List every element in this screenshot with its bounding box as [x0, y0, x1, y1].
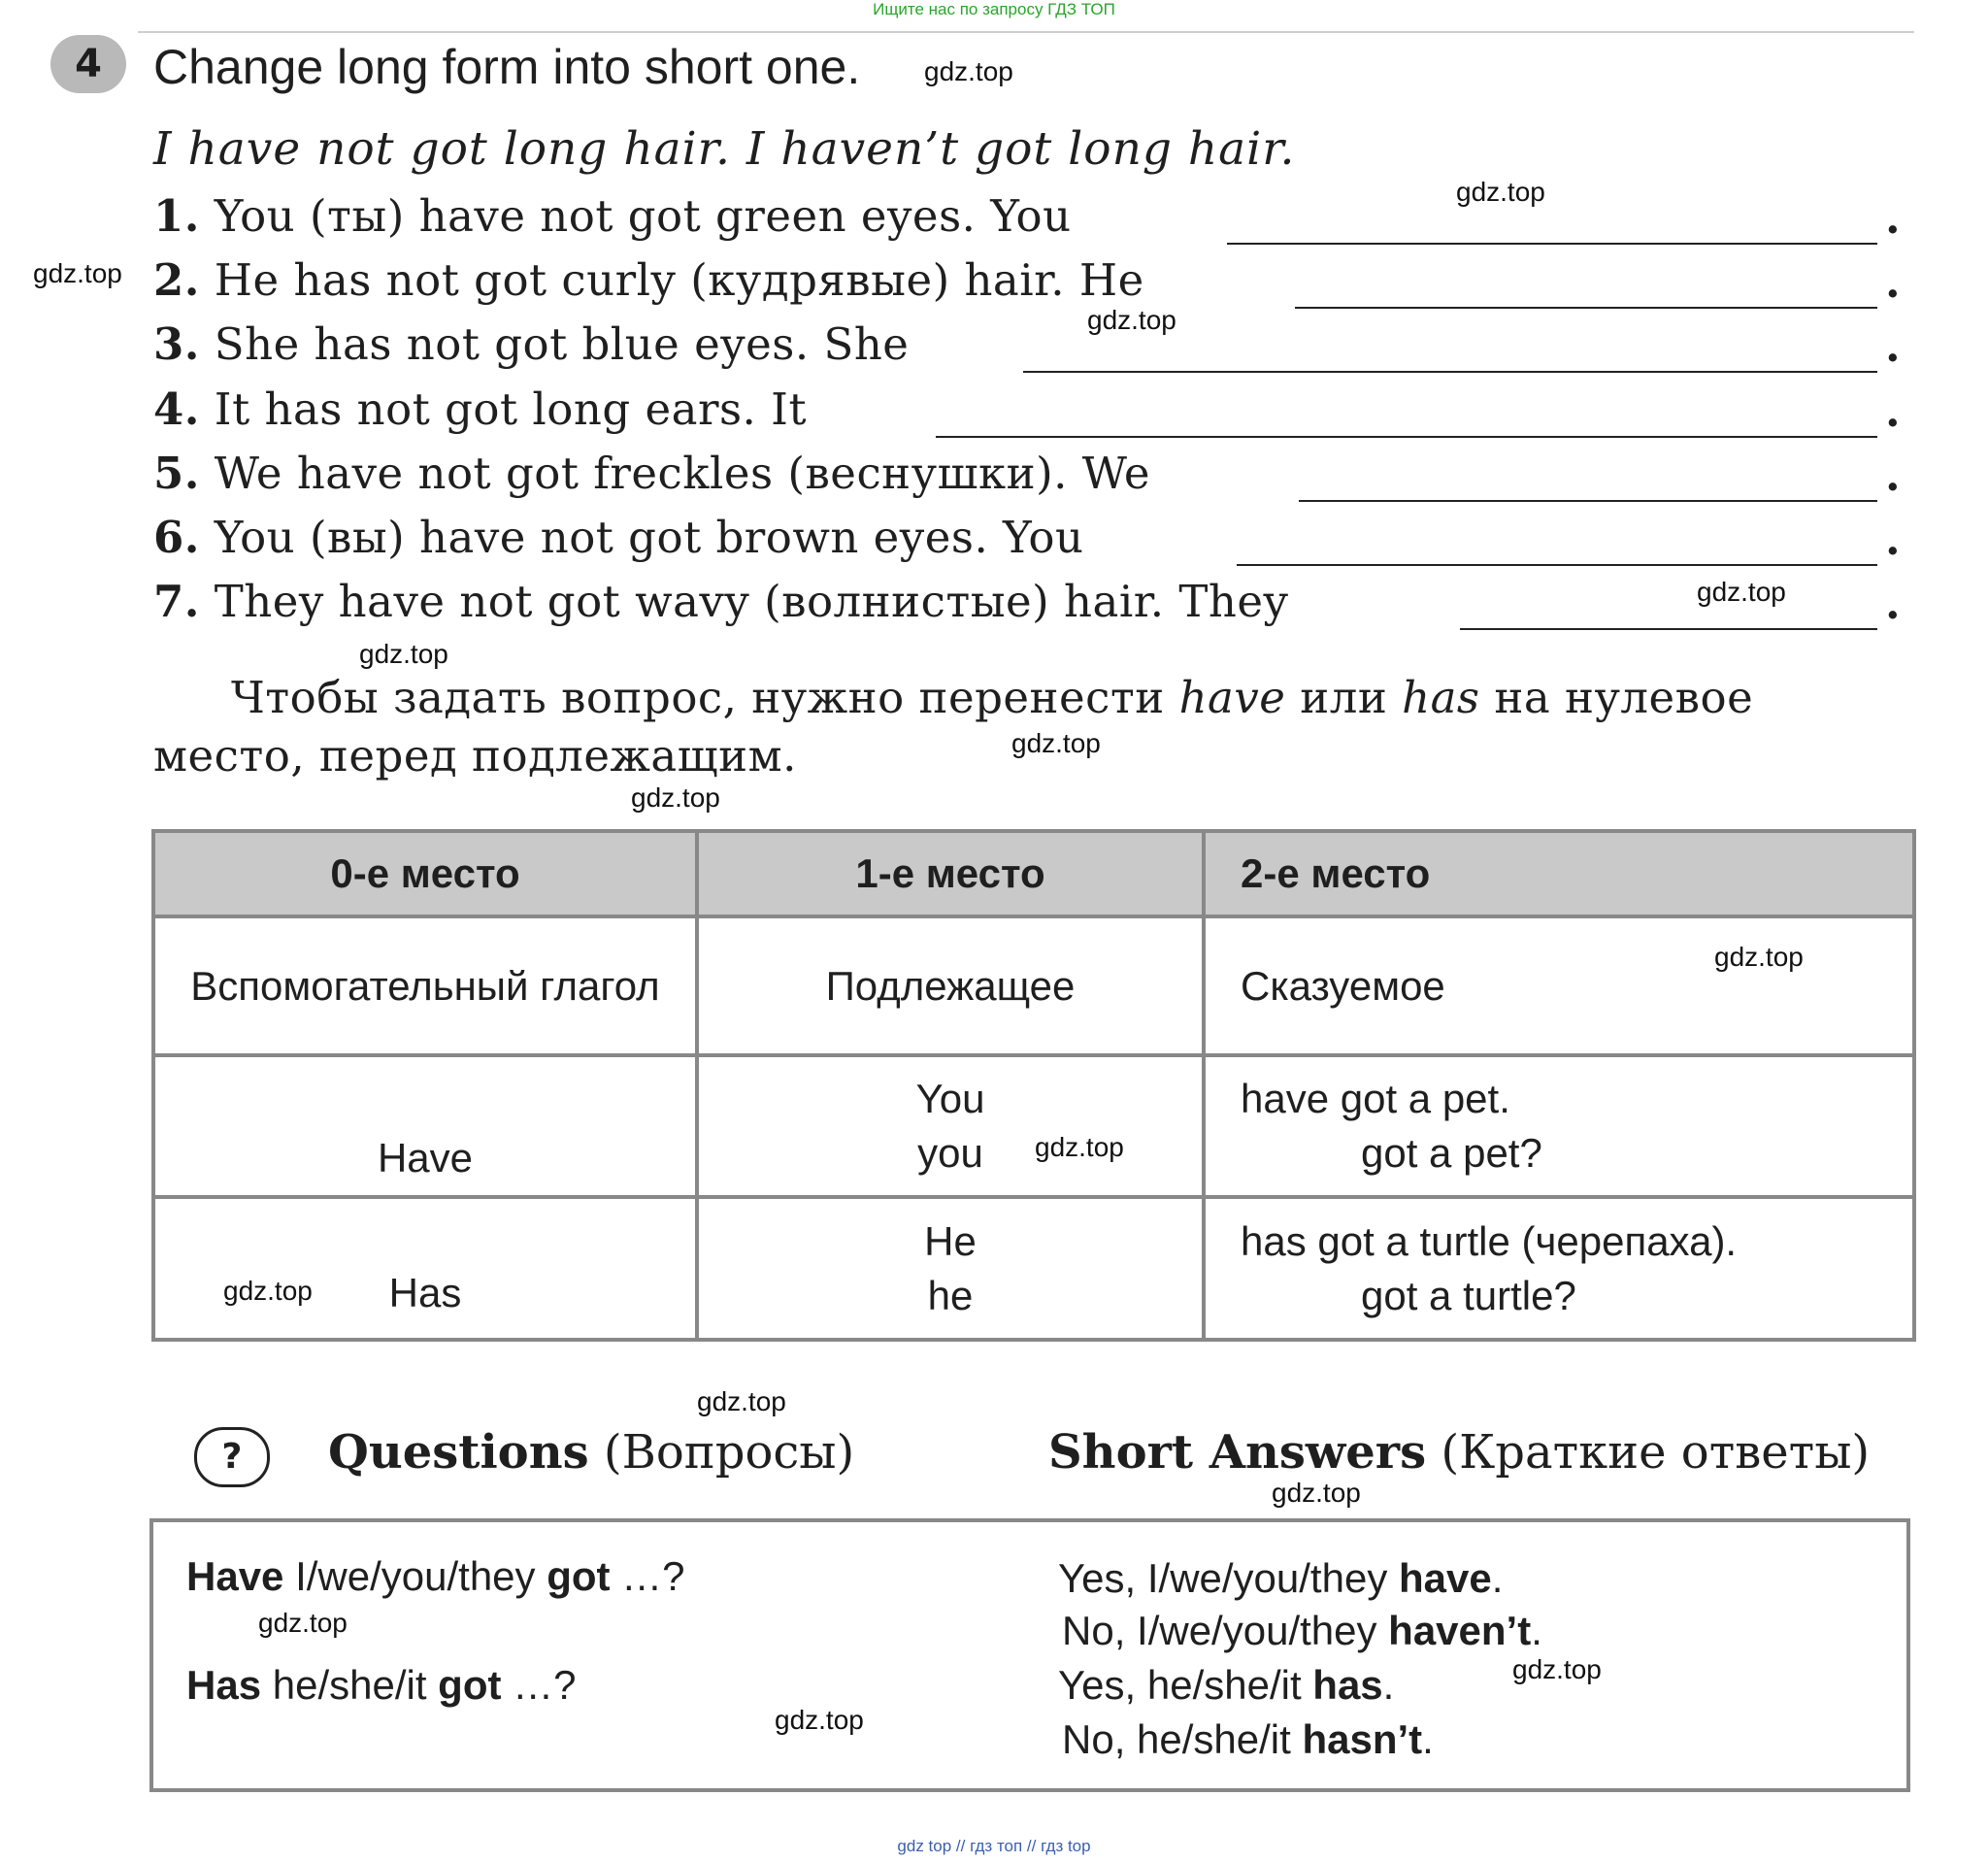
answers-heading-en: Short Answers — [1048, 1425, 1427, 1480]
row-text: She has not got blue eyes. She — [214, 318, 910, 370]
qa-text: I/we/you/they — [283, 1553, 547, 1599]
cell-predicates — [1204, 1197, 1914, 1340]
qa-text: No, he/she/it — [1062, 1716, 1303, 1762]
qa-text: …? — [501, 1662, 577, 1708]
row-period: . — [1885, 449, 1902, 501]
cell-predicates — [1204, 1055, 1914, 1198]
watermark: gdz.top — [1272, 1478, 1361, 1508]
row-period: . — [1885, 578, 1902, 629]
word-order-table — [151, 829, 1916, 1342]
watermark: gdz.top — [631, 782, 720, 813]
watermark: gdz.top — [1087, 305, 1176, 335]
answer-no-has — [1062, 1716, 1434, 1763]
qa-text: . — [1382, 1662, 1395, 1708]
qa-text: he/she/it — [261, 1662, 439, 1708]
watermark: gdz.top — [1011, 728, 1101, 758]
row-text: They have not got wavy (волнистые) hair. They — [214, 576, 1289, 627]
exercise-row-1 — [153, 190, 1901, 250]
answer-blank-6[interactable] — [1237, 564, 1877, 566]
cell-predicate: Сказуемое — [1204, 916, 1914, 1055]
row-period: . — [1885, 320, 1902, 372]
exercise-row-6 — [153, 512, 1901, 572]
exercise-row-7 — [153, 576, 1901, 636]
cell-has: Has — [153, 1197, 697, 1340]
qa-bold: haven’t — [1388, 1608, 1532, 1653]
watermark: gdz.top — [359, 639, 448, 669]
qa-text: No, I/we/you/they — [1062, 1608, 1389, 1653]
answers-heading-ru: (Краткие ответы) — [1441, 1425, 1871, 1480]
header-position-0: 0-е место — [153, 831, 697, 916]
subject-he: he — [927, 1272, 974, 1318]
table-header-row — [153, 831, 1914, 916]
header-position-1: 1-е место — [697, 831, 1204, 916]
table-row — [153, 916, 1914, 1055]
row-text: You (ты) have not got green eyes. You — [214, 190, 1072, 242]
qa-text: . — [1491, 1555, 1504, 1601]
watermark: gdz.top — [1512, 1654, 1602, 1684]
questions-heading-ru: (Вопросы) — [603, 1425, 855, 1480]
watermark: gdz.top — [1035, 1132, 1124, 1162]
predicate-question: got a pet? — [1361, 1130, 1542, 1177]
header-position-2: 2-е место — [1204, 831, 1914, 916]
cell-subjects — [697, 1197, 1204, 1340]
row-number: 5. — [153, 448, 200, 499]
row-text: You (вы) have not got brown eyes. You — [214, 512, 1084, 563]
exercise-row-3 — [153, 318, 1901, 379]
qa-text: . — [1422, 1716, 1434, 1762]
question-mark-icon: ? — [194, 1427, 270, 1487]
row-text: It has not got long ears. It — [214, 383, 808, 435]
subject-you: you — [917, 1130, 983, 1177]
rule-text-part: Чтобы задать вопрос, нужно перенести — [231, 672, 1179, 723]
watermark: gdz.top — [258, 1608, 348, 1638]
answer-blank-4[interactable] — [936, 436, 1877, 438]
rule-have: have — [1178, 672, 1286, 723]
table-row — [153, 1197, 1914, 1340]
row-period: . — [1885, 514, 1902, 565]
answer-blank-1[interactable] — [1227, 243, 1877, 245]
rule-line-1 — [153, 672, 1753, 723]
watermark: gdz.top — [697, 1386, 786, 1416]
questions-heading — [328, 1425, 854, 1480]
qa-bold: have — [1399, 1555, 1492, 1601]
row-number: 3. — [153, 318, 200, 370]
row-number: 4. — [153, 383, 200, 435]
answer-no-have — [1062, 1608, 1542, 1654]
watermark: gdz.top — [223, 1276, 313, 1306]
row-number: 6. — [153, 512, 200, 563]
watermark: gdz.top — [1697, 577, 1786, 607]
qa-text: . — [1531, 1608, 1542, 1653]
subject-you-cap: You — [915, 1076, 985, 1122]
qa-bold: has — [1312, 1662, 1383, 1708]
qa-bold: got — [438, 1662, 502, 1708]
cell-aux-verb: Вспомогательный глагол — [153, 916, 697, 1055]
row-text: He has not got curly (кудрявые) hair. He — [214, 254, 1144, 306]
task-number-badge: 4 — [50, 35, 126, 93]
exercise-row-2 — [153, 254, 1901, 315]
qa-bold: hasn’t — [1302, 1716, 1423, 1762]
predicate-statement: has got a turtle (черепаха). — [1241, 1217, 1738, 1264]
answer-blank-7[interactable] — [1460, 628, 1877, 630]
qa-text: …? — [610, 1553, 685, 1599]
row-period: . — [1885, 385, 1902, 437]
exercise-row-4 — [153, 383, 1901, 444]
rule-line-2: место, перед подлежащим. — [153, 730, 797, 782]
rule-text-part: на нулевое — [1479, 672, 1754, 723]
rule-has: has — [1402, 672, 1480, 723]
header-divider — [138, 31, 1914, 33]
watermark: gdz.top — [775, 1705, 864, 1735]
cell-have: Have — [153, 1055, 697, 1198]
task-title: Change long form into short one. — [153, 40, 861, 94]
qa-text: Yes, I/we/you/they — [1058, 1555, 1399, 1601]
example-sentence: I have not got long hair. I haven’t got long hair. — [153, 122, 1296, 176]
row-period: . — [1885, 192, 1902, 244]
questions-heading-en: Questions — [328, 1425, 589, 1480]
qa-bold: Have — [186, 1553, 284, 1599]
short-answers-heading — [1048, 1425, 1870, 1480]
question-has — [186, 1662, 577, 1709]
exercise-row-5 — [153, 448, 1901, 508]
watermark: gdz.top — [924, 56, 1013, 86]
answer-yes-have — [1058, 1555, 1503, 1602]
rule-text-part: или — [1285, 672, 1403, 723]
predicate-question: got a turtle? — [1361, 1272, 1576, 1318]
row-period: . — [1885, 256, 1902, 308]
answer-blank-2[interactable] — [1295, 307, 1877, 309]
row-number: 2. — [153, 254, 200, 306]
watermark: gdz.top — [1456, 177, 1545, 207]
qa-bold: Has — [186, 1662, 262, 1708]
row-text: We have not got freckles (веснушки). We — [214, 448, 1150, 499]
question-have — [186, 1553, 685, 1600]
watermark: gdz.top — [33, 258, 122, 288]
table-row — [153, 1055, 1914, 1198]
row-number: 7. — [153, 576, 200, 627]
row-number: 1. — [153, 190, 200, 242]
footer-link[interactable]: gdz top // гдз топ // гдз top — [897, 1837, 1091, 1855]
cell-subject: Подлежащее — [697, 916, 1204, 1055]
answer-blank-5[interactable] — [1299, 500, 1877, 502]
watermark: gdz.top — [1714, 942, 1804, 972]
cell-subjects — [697, 1055, 1204, 1198]
answer-blank-3[interactable] — [1023, 371, 1877, 373]
answer-yes-has — [1058, 1662, 1394, 1709]
qa-bold: got — [547, 1553, 611, 1599]
subject-he-cap: He — [924, 1217, 977, 1264]
qa-text: Yes, he/she/it — [1058, 1662, 1313, 1708]
top-banner[interactable]: Ищите нас по запросу ГДЗ ТОП — [873, 0, 1115, 18]
predicate-statement: have got a pet. — [1241, 1076, 1510, 1122]
